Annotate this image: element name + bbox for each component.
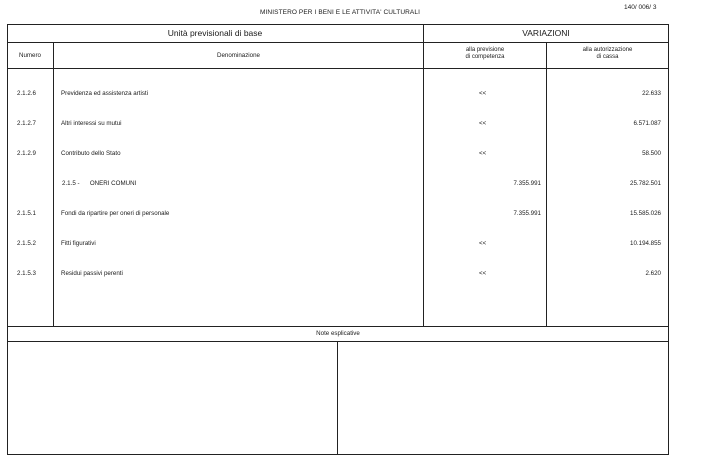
row-numero: 2.1.5.2 [17,240,36,247]
column-header-cassa-line2: di cassa [596,54,619,60]
row-numero: 2.1.2.9 [17,150,36,157]
row-cassa: 10.194.855 [630,240,661,247]
row-cassa: 15.585.026 [630,210,661,217]
page-code: 140/ 006/ 3 [624,4,657,11]
column-header-competenza [424,47,546,61]
row-competenza: << [479,240,487,247]
row-cassa: 25.782.501 [630,180,661,187]
notes-left-panel [8,342,337,454]
notes-right-panel [338,342,668,454]
column-header-competenza-line2: di competenza [465,54,505,60]
row-denominazione: Contributo dello Stato [61,150,121,157]
group-header-unita: Unità previsionali di base [167,28,263,38]
row-competenza: << [479,120,487,127]
row-competenza: 7.355.991 [513,180,541,187]
row-denominazione: Altri interessi su mutui [61,120,122,127]
row-cassa: 22.633 [642,90,661,97]
row-numero: 2.1.2.7 [17,120,36,127]
row-denominazione: Residui passivi perenti [61,270,123,277]
column-header-competenza-line1: alla previsione [465,47,505,53]
row-competenza: << [479,150,487,157]
row-cassa: 6.571.087 [633,120,661,127]
row-cassa: 2.620 [645,270,661,277]
row-denominazione: 2.1.5 - ONERI COMUNI [62,180,137,187]
column-header-cassa [547,47,668,61]
row-denominazione: Fondi da ripartire per oneri di personale [61,210,170,217]
notes-title: Note esplicative [316,330,360,337]
row-competenza: << [479,90,487,97]
ministry-title: MINISTERO PER I BENI E LE ATTIVITA' CULTURALI [260,9,420,16]
row-numero: 2.1.5.1 [17,210,36,217]
row-competenza: << [479,270,487,277]
column-header-cassa-line1: alla autorizzazione [582,47,633,53]
row-denominazione: Fitti figurativi [61,240,96,247]
row-competenza: 7.355.991 [513,210,541,217]
row-numero: 2.1.5.3 [17,270,36,277]
group-header-variazioni: VARIAZIONI [522,28,570,38]
column-header-denominazione: Denominazione [217,52,260,59]
row-cassa: 58.500 [642,150,661,157]
row-denominazione: Previdenza ed assistenza artisti [61,90,149,97]
column-header-numero: Numero [18,52,41,59]
row-numero: 2.1.2.6 [17,90,36,97]
